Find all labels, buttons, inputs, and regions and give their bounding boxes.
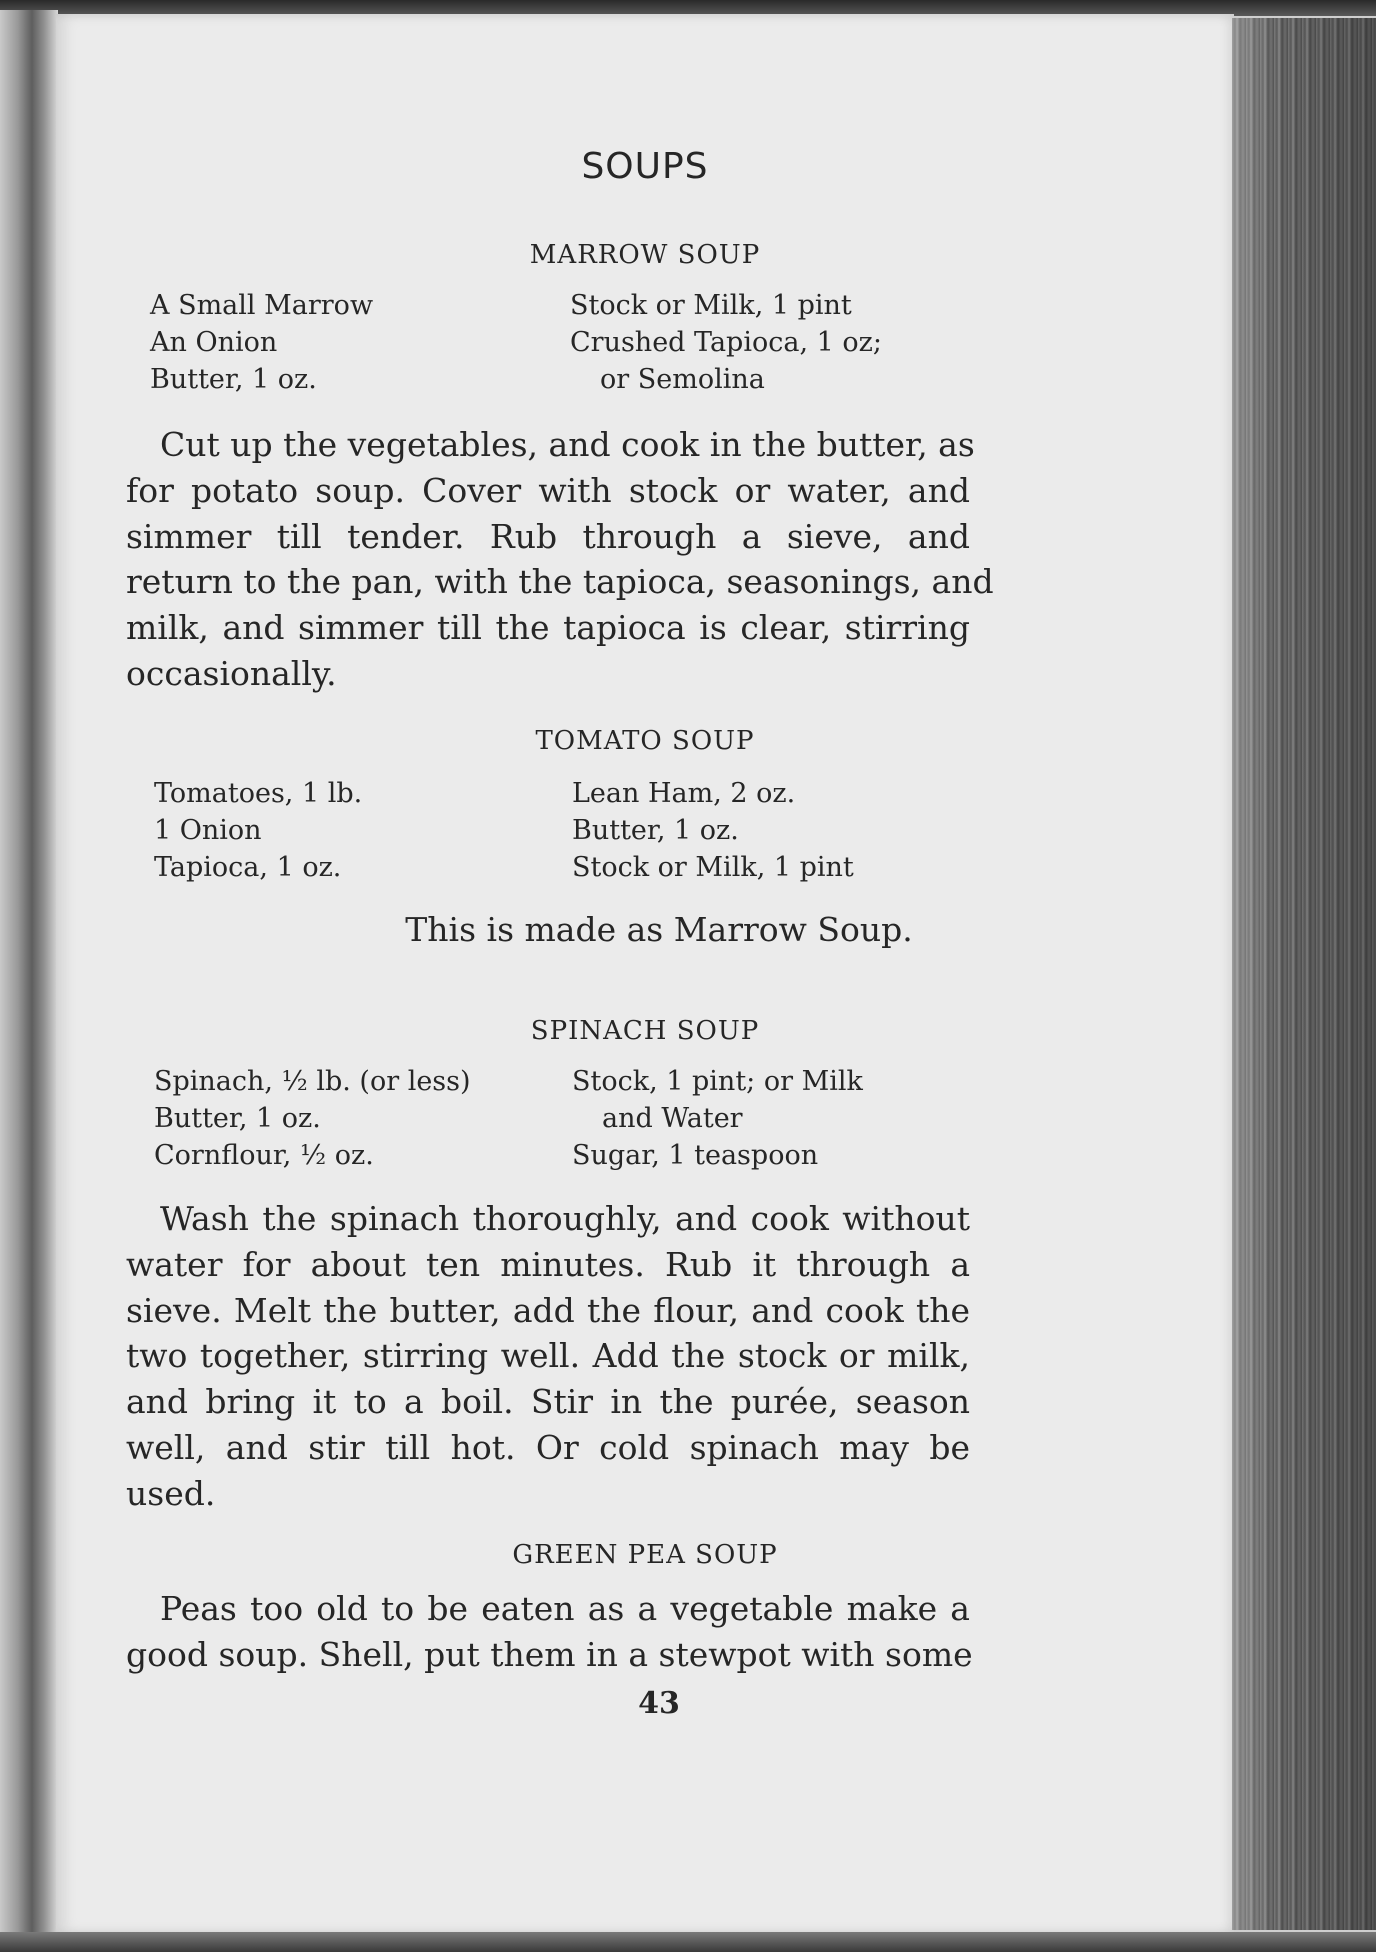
recipe-title-spinach-soup: SPINACH SOUP (530, 1016, 760, 1046)
ingredient-item: Tomatoes, 1 lb. (154, 778, 363, 809)
ingredient-item: Sugar, 1 teaspoon (572, 1140, 819, 1171)
paragraph-line: occasionally. (126, 653, 337, 693)
running-head: SOUPS (581, 146, 709, 187)
ingredient-item: or Semolina (600, 364, 765, 395)
paragraph-line: well, and stir till hot. Or cold spinach may be (126, 1427, 970, 1467)
scan-bottom-edge (0, 1932, 1376, 1952)
method-paragraph-spinach-soup (126, 1196, 970, 1517)
recipe-title-marrow-soup: MARROW SOUP (529, 240, 761, 270)
paragraph-line: water for about ten minutes. Rub it through a (126, 1244, 970, 1284)
ingredient-item: An Onion (150, 327, 278, 358)
ingredient-item: Stock or Milk, 1 pint (570, 290, 852, 321)
method-paragraph-green-pea-soup (126, 1586, 973, 1678)
ingredient-item: Lean Ham, 2 oz. (572, 778, 796, 809)
ingredient-item: A Small Marrow (150, 290, 374, 321)
ingredient-item: Tapioca, 1 oz. (154, 852, 342, 883)
tomato-soup-note: This is made as Marrow Soup. (405, 910, 913, 949)
paragraph-line: Cut up the vegetables, and cook in the butter, as (160, 425, 975, 464)
paragraph-line: Peas too old to be eaten as a vegetable make a (160, 1589, 970, 1628)
method-paragraph-marrow-soup (126, 422, 994, 697)
ingredient-item: Stock or Milk, 1 pint (572, 852, 854, 883)
ingredient-item: Cornflour, ½ oz. (154, 1140, 374, 1171)
paragraph-line: for potato soup. Cover with stock or water, and (126, 470, 970, 510)
ingredient-item: Stock, 1 pint; or Milk (572, 1066, 863, 1097)
binding-gutter (0, 10, 58, 1940)
paragraph-line: Wash the spinach thoroughly, and cook without (160, 1199, 970, 1238)
paragraph-line: good soup. Shell, put them in a stewpot with some (126, 1634, 973, 1674)
ingredient-item: Butter, 1 oz. (154, 1103, 321, 1134)
paragraph-line: sieve. Melt the butter, add the flour, and cook the (126, 1290, 970, 1330)
paragraph-line: return to the pan, with the tapioca, seasonings, and (126, 562, 994, 602)
ingredient-item: and Water (602, 1103, 743, 1134)
ingredient-item: Butter, 1 oz. (150, 364, 317, 395)
page-number: 43 (638, 1686, 680, 1721)
ingredient-item: Butter, 1 oz. (572, 815, 739, 846)
ingredient-item: Crushed Tapioca, 1 oz; (570, 327, 882, 358)
paragraph-line: two together, stirring well. Add the stock or milk, (126, 1336, 970, 1376)
paragraph-line: milk, and simmer till the tapioca is clear, stirring (126, 608, 970, 648)
ingredient-item: 1 Onion (154, 815, 262, 846)
paragraph-line: used. (126, 1473, 216, 1513)
paragraph-line: and bring it to a boil. Stir in the purée, season (126, 1382, 970, 1422)
recipe-title-tomato-soup: TOMATO SOUP (535, 726, 755, 756)
page-block-shade (1232, 18, 1376, 1930)
ingredient-item: Spinach, ½ lb. (or less) (154, 1066, 471, 1097)
paragraph-line: simmer till tender. Rub through a sieve, and (126, 516, 970, 556)
recipe-title-green-pea-soup: GREEN PEA SOUP (512, 1540, 778, 1570)
book-page (56, 14, 1234, 1934)
